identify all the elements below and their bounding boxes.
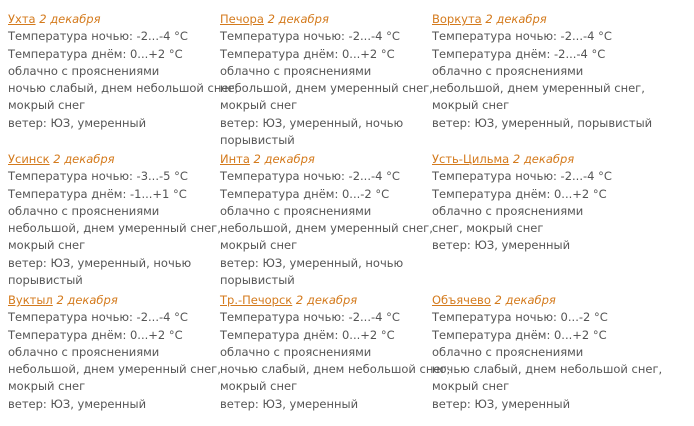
forecast-line: небольшой, днем умеренный снег, (220, 81, 433, 96)
forecast-line: облачно с прояснениями (432, 63, 584, 78)
forecast-line: ветер: ЮЗ, умеренный (432, 238, 571, 253)
forecast-line: порывистый (8, 273, 83, 288)
forecast-line: небольшой, днем умеренный снег, (8, 221, 221, 236)
forecast-card (432, 11, 653, 132)
forecast-card (8, 11, 239, 132)
forecast-line: Температура ночью: -2...-4 °C (8, 310, 188, 325)
forecast-line: Температура днём: 0...+2 °C (220, 46, 395, 61)
forecast-line: облачно с прояснениями (220, 203, 372, 218)
forecast-line: ветер: ЮЗ, умеренный, порывистый (432, 115, 653, 130)
city-link[interactable]: Тр.-Печорск (220, 293, 293, 307)
forecast-line: Температура днём: 0...+2 °C (432, 186, 607, 201)
forecast-line: ветер: ЮЗ, умеренный, ночью (8, 255, 192, 270)
forecast-card (8, 151, 221, 289)
forecast-line: ветер: ЮЗ, умеренный (432, 396, 571, 411)
forecast-line: мокрый снег (8, 379, 86, 394)
forecast-card (220, 292, 451, 413)
city-link[interactable]: Печора (220, 12, 264, 26)
forecast-line: небольшой, днем умеренный снег, (8, 362, 221, 377)
forecast-line: Температура днём: 0...+2 °C (8, 46, 183, 61)
forecast-line: мокрый снег (8, 98, 86, 113)
city-link[interactable]: Воркута (432, 12, 482, 26)
forecast-line: мокрый снег (8, 238, 86, 253)
forecast-date: 2 декабря (39, 12, 101, 26)
forecast-line: Температура ночью: -2...-4 °C (220, 29, 400, 44)
city-link[interactable]: Объячево (432, 293, 491, 307)
forecast-header (8, 151, 213, 168)
forecast-header (432, 151, 637, 168)
forecast-line: Температура ночью: 0...-2 °C (432, 310, 608, 325)
forecast-line: Температура ночью: -2...-4 °C (432, 29, 612, 44)
forecast-line: Температура днём: -1...+1 °C (8, 186, 187, 201)
forecast-line: Температура днём: -2...-4 °C (432, 46, 606, 61)
forecast-line: облачно с прояснениями (432, 344, 584, 359)
forecast-line: Температура ночью: -2...-4 °C (220, 169, 400, 184)
city-link[interactable]: Инта (220, 152, 250, 166)
forecast-header (8, 11, 213, 28)
forecast-card (220, 151, 433, 289)
forecast-header (220, 151, 425, 168)
forecast-line: ветер: ЮЗ, умеренный (8, 115, 147, 130)
forecast-line: небольшой, днем умеренный снег, (220, 221, 433, 236)
forecast-date: 2 декабря (485, 12, 547, 26)
forecast-date: 2 декабря (53, 152, 115, 166)
forecast-line: облачно с прояснениями (220, 63, 372, 78)
city-link[interactable]: Вуктыл (8, 293, 53, 307)
forecast-card (8, 292, 221, 413)
forecast-line: ночью слабый, днем небольшой снег, (220, 362, 451, 377)
forecast-line: облачно с прояснениями (432, 203, 584, 218)
forecast-line: Температура ночью: -2...-4 °C (432, 169, 612, 184)
forecast-line: Температура ночью: -2...-4 °C (220, 310, 400, 325)
forecast-line: облачно с прояснениями (8, 344, 160, 359)
forecast-header (432, 11, 637, 28)
forecast-card (432, 292, 663, 413)
forecast-date: 2 декабря (512, 152, 575, 166)
forecast-line: ветер: ЮЗ, умеренный (8, 396, 147, 411)
forecast-line: Температура ночью: -2...-4 °C (8, 29, 188, 44)
forecast-line: мокрый снег (432, 379, 510, 394)
forecast-line: облачно с прояснениями (8, 203, 160, 218)
forecast-line: Температура днём: 0...+2 °C (8, 327, 183, 342)
forecast-line: мокрый снег (220, 238, 298, 253)
forecast-date: 2 декабря (253, 152, 315, 166)
forecast-header (220, 292, 425, 309)
forecast-header (220, 11, 425, 28)
forecast-line: ветер: ЮЗ, умеренный (220, 396, 359, 411)
forecast-line: порывистый (220, 273, 295, 288)
forecast-date: 2 декабря (494, 293, 556, 307)
forecast-line: ветер: ЮЗ, умеренный, ночью (220, 255, 404, 270)
forecast-line: ветер: ЮЗ, умеренный, ночью (220, 115, 404, 130)
city-link[interactable]: Усинск (8, 152, 50, 166)
forecast-header (432, 292, 637, 309)
forecast-line: Температура днём: 0...+2 °C (220, 327, 395, 342)
forecast-card (432, 151, 637, 255)
forecast-line: ночью слабый, днем небольшой снег, (8, 81, 239, 96)
forecast-line: Температура днём: 0...+2 °C (432, 327, 607, 342)
city-link[interactable]: Усть-Цильма (432, 152, 510, 166)
forecast-line: облачно с прояснениями (8, 63, 160, 78)
city-link[interactable]: Ухта (8, 12, 36, 26)
forecast-line: снег, мокрый снег (432, 221, 544, 236)
forecast-line: мокрый снег (220, 98, 298, 113)
forecast-line: ночью слабый, днем небольшой снег, (432, 362, 663, 377)
forecast-card (220, 11, 433, 149)
forecast-line: Температура днём: 0...-2 °C (220, 186, 390, 201)
forecast-line: небольшой, днем умеренный снег, (432, 81, 645, 96)
forecast-line: порывистый (220, 133, 295, 148)
forecast-date: 2 декабря (267, 12, 329, 26)
forecast-date: 2 декабря (56, 293, 118, 307)
forecast-header (8, 292, 213, 309)
forecast-line: мокрый снег (432, 98, 510, 113)
forecast-line: облачно с прояснениями (220, 344, 372, 359)
forecast-date: 2 декабря (295, 293, 358, 307)
forecast-line: мокрый снег (220, 379, 298, 394)
forecast-line: Температура ночью: -3...-5 °C (8, 169, 188, 184)
